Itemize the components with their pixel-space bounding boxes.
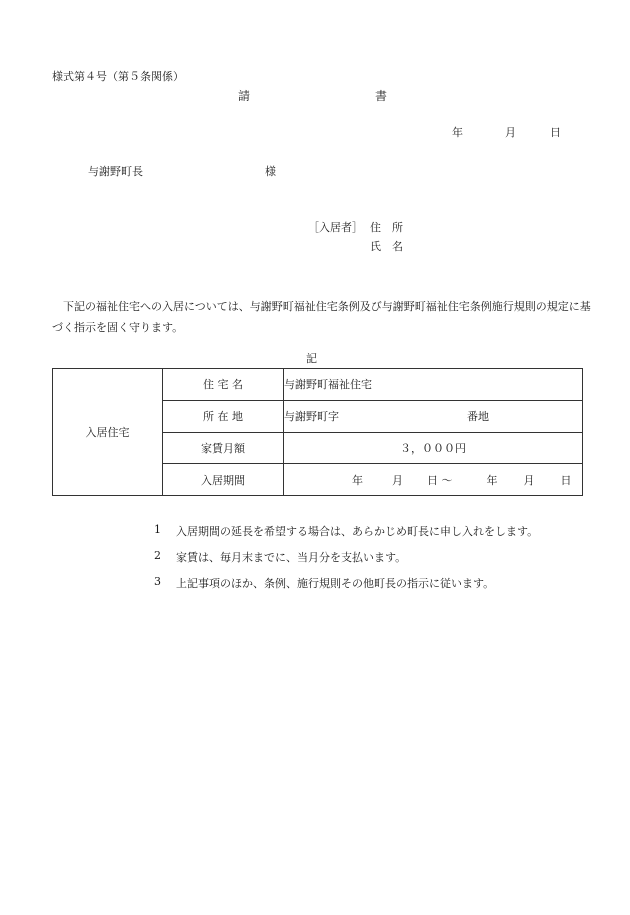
period-end-day: 日 — [560, 473, 572, 487]
body-paragraph — [52, 296, 592, 338]
note-number: 2 — [154, 549, 161, 562]
title-right-char: 書 — [375, 89, 388, 103]
row-value: 与謝野町福祉住宅 — [284, 369, 583, 401]
period-start-year: 年 — [352, 473, 363, 487]
period-value — [284, 464, 583, 496]
note-text: 家賃は、毎月末までに、当月分を支払います。 — [176, 551, 407, 564]
location-prefix: 与謝野町字 — [284, 410, 339, 424]
date-year: 年 — [452, 126, 463, 139]
period-start-day: 日 〜 — [427, 473, 453, 487]
notes-list — [154, 523, 538, 601]
row-label: 住 宅 名 — [163, 369, 284, 401]
record-marker: 記 — [306, 352, 317, 365]
date-month: 月 — [505, 126, 516, 139]
addressee-name: 与謝野町長 — [88, 165, 143, 178]
period-end-month: 月 — [523, 473, 535, 487]
table-row — [53, 369, 583, 401]
note-number: 3 — [154, 575, 161, 588]
housing-table — [52, 368, 583, 496]
period-end-year: 年 — [486, 473, 498, 487]
rent-value: ３，０００円 — [284, 432, 583, 464]
category-cell: 入居住宅 — [53, 369, 163, 496]
form-number: 様式第４号（第５条関係） — [52, 70, 184, 83]
row-value — [284, 400, 583, 432]
period-start-month: 月 — [392, 473, 403, 487]
note-text: 上記事項のほか、条例、施行規則その他町長の指示に従います。 — [176, 577, 495, 590]
date-day: 日 — [550, 126, 561, 139]
list-item — [154, 549, 538, 575]
row-label: 家賃月額 — [163, 432, 284, 464]
body-text: 下記の福祉住宅への入居については、与謝野町福祉住宅条例及び与謝野町福祉住宅条例施行規則の規定に基づく指示を固く守ります。 — [52, 300, 591, 334]
address-label: 住 所 — [370, 221, 403, 234]
addressee-honorific: 様 — [265, 165, 276, 178]
list-item — [154, 575, 538, 601]
location-suffix: 番地 — [467, 410, 489, 424]
row-label: 入居期間 — [163, 464, 284, 496]
note-text: 入居期間の延長を希望する場合は、あらかじめ町長に申し入れをします。 — [176, 525, 539, 538]
resident-label: ［入居者］ — [308, 221, 363, 234]
list-item — [154, 523, 538, 549]
note-number: 1 — [154, 523, 161, 536]
title-left-char: 請 — [238, 89, 251, 103]
name-label: 氏 名 — [370, 240, 403, 253]
row-label: 所 在 地 — [163, 400, 284, 432]
